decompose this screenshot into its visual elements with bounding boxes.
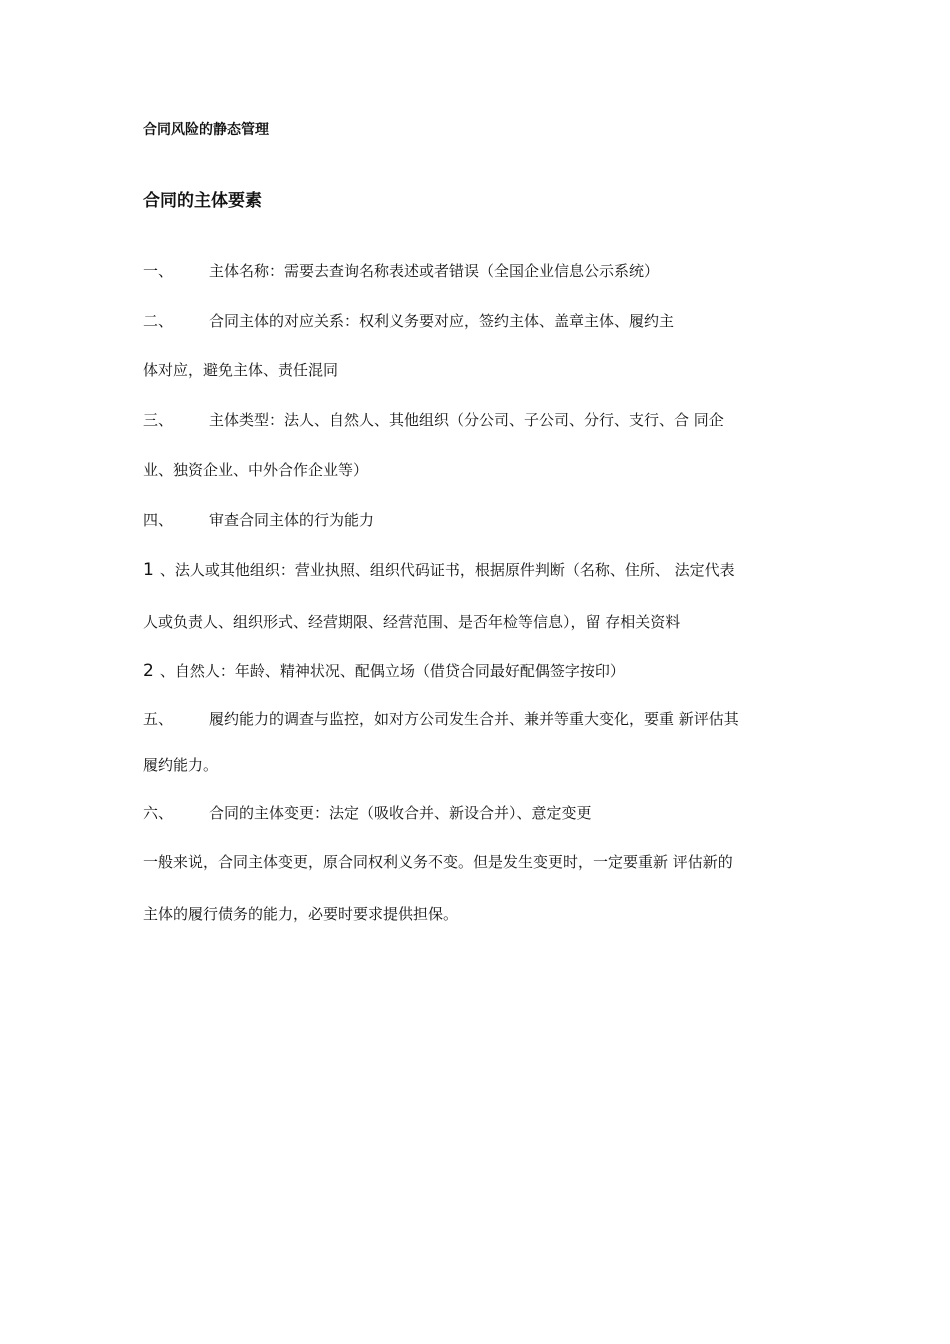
item-marker: 四、: [143, 511, 174, 529]
sub-item-number: 2: [143, 661, 154, 681]
paragraph-item-4: [143, 510, 374, 530]
paragraph-continuation: 体对应，避免主体、责任混同: [143, 361, 339, 379]
item-text: 履约能力的调查与监控，如对方公司发生合并、兼并等重大变化，要重 新评估其: [209, 710, 739, 728]
paragraph-item-2: [143, 311, 674, 331]
paragraph-text: 一般来说，合同主体变更，原合同权利义务不变。但是发生变更时，一定要重新 评估新的: [143, 853, 733, 871]
paragraph-continuation: 人或负责人、组织形式、经营期限、经营范围、是否年检等信息），留 存相关资料: [143, 613, 681, 631]
item-marker: 一、: [143, 262, 174, 280]
paragraph-continuation: 履约能力。: [143, 756, 219, 774]
item-text: 审查合同主体的行为能力: [209, 511, 375, 529]
item-marker: 二、: [143, 312, 174, 330]
sub-item-suffix: 、: [159, 561, 175, 579]
paragraph-item-6: [143, 803, 592, 823]
item-text: 合同主体的对应关系：权利义务要对应，签约主体、盖章主体、履约主: [209, 312, 675, 330]
sub-item-number: 1: [143, 560, 154, 580]
item-marker: 五、: [143, 710, 174, 728]
item-marker: 三、: [143, 411, 174, 429]
item-text: 主体名称：需要去查询名称表述或者错误（全国企业信息公示系统）: [209, 262, 660, 280]
item-text: 主体类型：法人、自然人、其他组织（分公司、子公司、分行、支行、合 同企: [209, 411, 724, 429]
paragraph-item-3: [143, 410, 724, 430]
sub-item-1: [143, 560, 735, 580]
sub-item-text: 法人或其他组织：营业执照、组织代码证书，根据原件判断（名称、住所、 法定代表: [174, 561, 735, 579]
sub-item-2: [143, 661, 625, 681]
paragraph-continuation: 主体的履行债务的能力，必要时要求提供担保。: [143, 905, 459, 923]
sub-item-suffix: 、: [159, 662, 175, 680]
paragraph-item-1: [143, 261, 659, 281]
sub-item-text: 自然人：年龄、精神状况、配偶立场（借贷合同最好配偶签字按印）: [174, 662, 625, 680]
item-marker: 六、: [143, 804, 174, 822]
item-text: 合同的主体变更：法定（吸收合并、新设合并）、意定变更: [209, 804, 592, 822]
paragraph-item-5: [143, 709, 739, 729]
paragraph-continuation: 业、独资企业、中外合作企业等）: [143, 461, 369, 479]
section-title: 合同的主体要素: [143, 191, 262, 211]
document-title: 合同风险的静态管理: [143, 122, 269, 138]
